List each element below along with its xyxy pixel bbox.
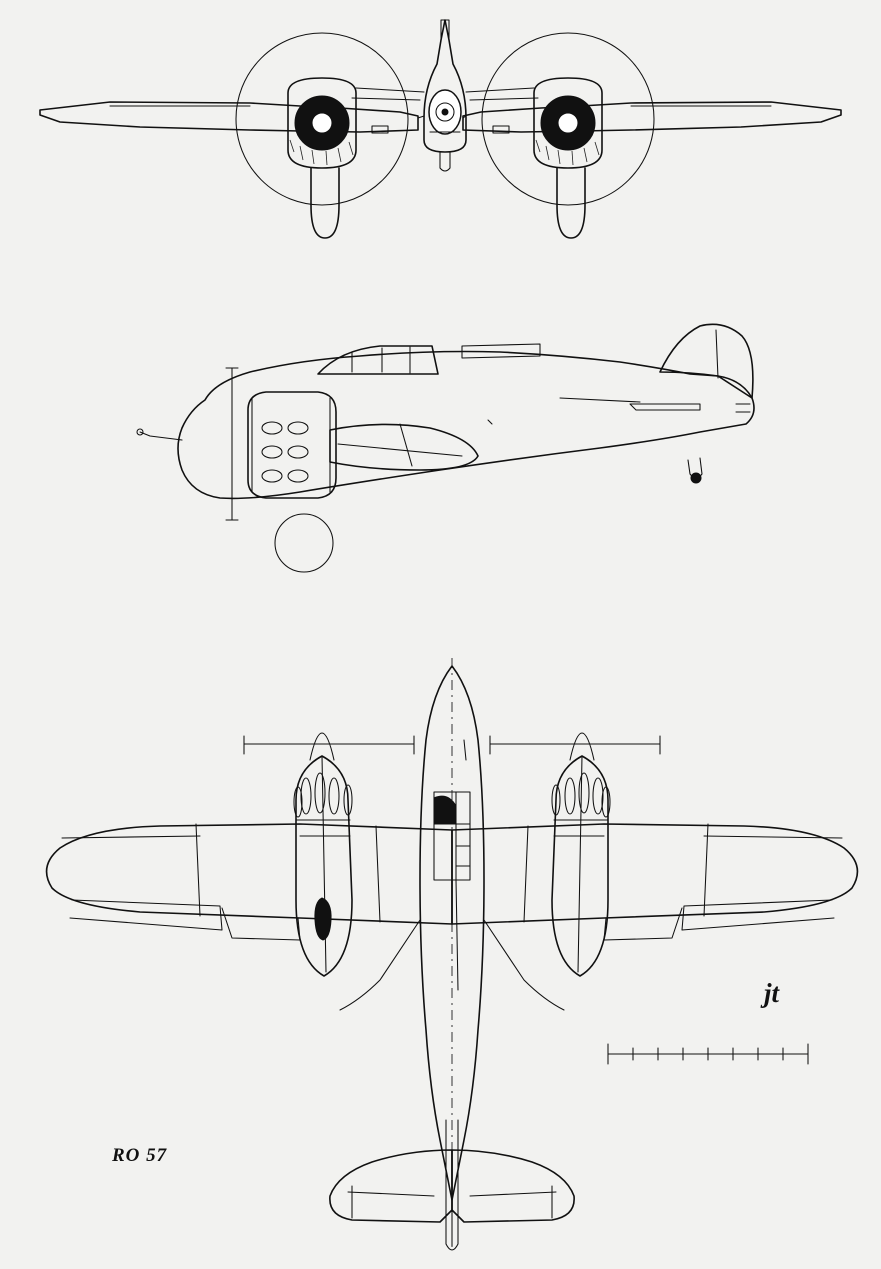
left-tailplane-front-hint	[356, 88, 424, 92]
right-wing-rib-line	[704, 824, 708, 916]
left-main-gear-front	[311, 168, 339, 238]
right-tailplane-front-hint	[466, 88, 534, 92]
right-elevator-hinge	[470, 1192, 556, 1196]
right-wing-root-line	[524, 826, 528, 922]
left-gear-bay	[315, 898, 331, 940]
nose-panel-plan	[464, 740, 466, 760]
right-wing-root-fillet-plan	[484, 920, 564, 1010]
left-tailplane-plan	[330, 1150, 452, 1222]
nose-gear-front	[440, 152, 450, 171]
engine-cowling-side	[248, 392, 336, 498]
fuselage-stringer	[560, 398, 640, 402]
fuselage-panel-dot	[488, 420, 492, 424]
canopy-side	[318, 346, 438, 374]
tailwheel-side	[691, 473, 701, 483]
left-elevator-hinge	[348, 1192, 434, 1196]
left-wing-rib-line	[196, 824, 200, 916]
artist-signature: jt	[764, 978, 780, 1008]
nose-gun-muzzle	[442, 109, 448, 115]
scale-bar	[608, 1044, 808, 1064]
left-hub-front	[312, 113, 332, 133]
wing-side-chord-line	[338, 444, 462, 456]
tailplane-side	[630, 404, 700, 410]
wing-flap-line	[400, 424, 412, 466]
left-wing-root-fillet-plan	[340, 920, 420, 1010]
plan-view	[47, 658, 858, 1250]
fuselage-spine-plan	[456, 880, 458, 990]
right-wing-plan	[452, 824, 857, 924]
main-wheel-side	[275, 514, 333, 572]
vertical-fin-side	[660, 324, 753, 398]
right-flap	[604, 908, 682, 940]
wing-side-section	[330, 424, 478, 470]
front-elevation-view	[40, 20, 841, 238]
right-main-gear-front	[557, 168, 585, 238]
right-tailplane-plan	[452, 1150, 574, 1222]
pitot-tube-side	[140, 432, 182, 440]
cockpit-opening-plan	[434, 796, 456, 824]
left-wing-root-line	[376, 826, 380, 922]
left-root-fillet	[418, 116, 424, 118]
left-tailplane-front-hint-2	[352, 98, 420, 100]
right-tailplane-front-hint-2	[470, 98, 538, 100]
left-flap	[222, 908, 300, 940]
aircraft-designation-label: RO 57	[112, 1145, 168, 1166]
rudder-hinge-line	[716, 330, 718, 378]
right-hub-front	[558, 113, 578, 133]
cowl-exhaust-ports	[262, 422, 308, 482]
left-wing-plan	[47, 824, 452, 924]
fuselage-side	[178, 352, 754, 499]
side-elevation-view	[137, 324, 754, 572]
